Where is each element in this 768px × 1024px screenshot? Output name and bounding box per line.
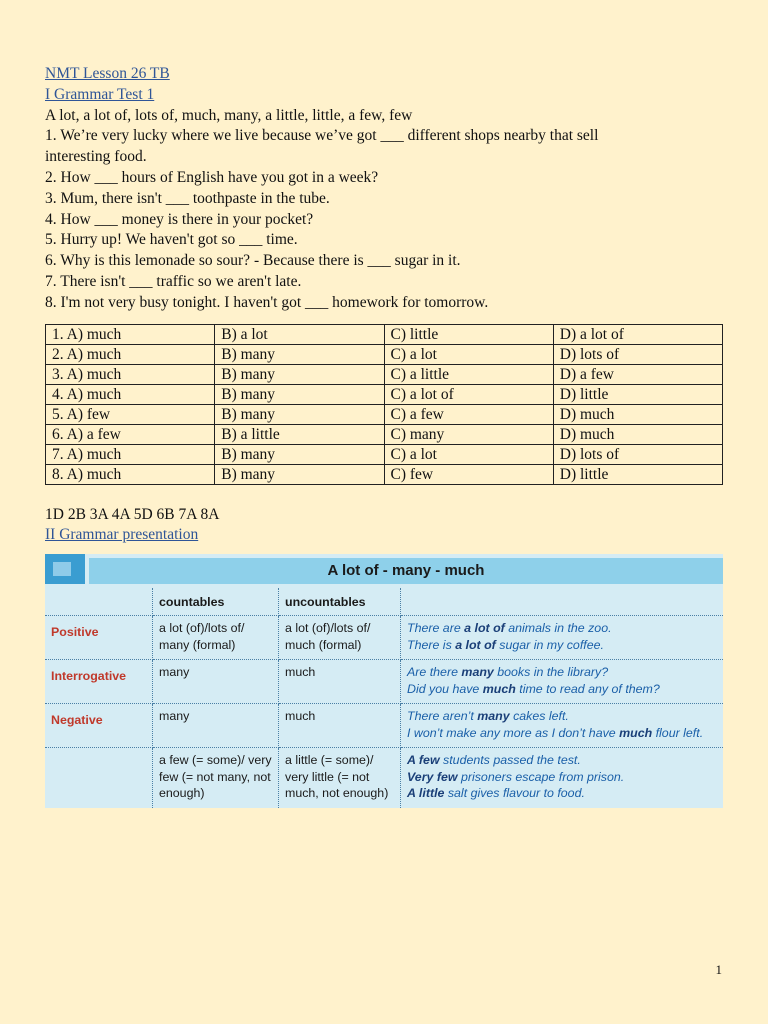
lesson-title: NMT Lesson 26 TB	[45, 65, 170, 82]
option-cell: B) many	[215, 464, 384, 484]
example-sentence	[407, 725, 717, 742]
example-sentence	[407, 708, 717, 725]
option-cell: 1. A) much	[46, 324, 215, 344]
example-cell	[401, 660, 723, 704]
option-cell: C) a little	[384, 364, 553, 384]
example-cell	[401, 748, 723, 808]
uncountable-cell: much	[279, 704, 401, 748]
question-list	[45, 126, 725, 313]
option-cell: B) many	[215, 364, 384, 384]
option-cell: 3. A) much	[46, 364, 215, 384]
example-text: time to read any of them?	[515, 681, 660, 696]
option-cell: 7. A) much	[46, 444, 215, 464]
example-text: flour left.	[652, 725, 704, 740]
uncountable-cell: much	[279, 660, 401, 704]
option-cell: 6. A) a few	[46, 424, 215, 444]
example-text: cakes left.	[509, 709, 569, 724]
options-row	[46, 444, 723, 464]
question-line: 7. There isn't ___ traffic so we aren't late.	[45, 272, 302, 290]
row-label	[45, 748, 153, 808]
example-text: prisoners escape from prison.	[457, 769, 625, 784]
option-cell: 8. A) much	[46, 464, 215, 484]
option-cell: D) lots of	[553, 344, 722, 364]
example-sentence	[407, 681, 717, 698]
option-cell: C) few	[384, 464, 553, 484]
example-sentence	[407, 752, 717, 769]
example-text: animals in the zoo.	[504, 621, 612, 636]
option-cell: D) lots of	[553, 444, 722, 464]
question-line: 1. We’re very lucky where we live because we’ve got ___ different shops nearby that sell	[45, 127, 599, 145]
options-row	[46, 404, 723, 424]
options-row	[46, 364, 723, 384]
example-text: Are there	[407, 665, 462, 680]
column-header-uncountables: uncountables	[279, 588, 401, 616]
option-cell: C) a lot	[384, 344, 553, 364]
option-cell: 4. A) much	[46, 384, 215, 404]
example-text: There is	[407, 637, 456, 652]
question-line: 5. Hurry up! We haven't got so ___ time.	[45, 231, 298, 249]
document-page	[45, 64, 725, 808]
option-cell: D) a lot of	[553, 324, 722, 344]
grammar-presentation-box	[45, 554, 723, 808]
example-sentence	[407, 785, 717, 802]
option-cell: B) many	[215, 384, 384, 404]
row-label: Interrogative	[45, 660, 153, 704]
row-label: Negative	[45, 704, 153, 748]
example-cell	[401, 704, 723, 748]
option-cell: B) a little	[215, 424, 384, 444]
example-sentence	[407, 620, 717, 637]
example-text: books in the library?	[493, 665, 609, 680]
example-text: There aren’t	[407, 709, 478, 724]
section-title-grammar-presentation: II Grammar presentation	[45, 526, 199, 544]
countable-cell: a lot (of)/lots of/ many (formal)	[153, 616, 279, 660]
option-cell: C) a lot of	[384, 384, 553, 404]
presentation-grid	[45, 588, 723, 808]
example-keyword: Very few	[407, 769, 458, 784]
example-keyword: many	[461, 665, 494, 680]
question-line: 4. How ___ money is there in your pocket?	[45, 210, 314, 228]
options-row	[46, 324, 723, 344]
question-line: 3. Mum, there isn't ___ toothpaste in the tube.	[45, 189, 330, 207]
example-keyword: a lot of	[455, 637, 496, 652]
corner-cell	[45, 588, 153, 616]
countable-cell: many	[153, 660, 279, 704]
options-row	[46, 344, 723, 364]
example-text: students passed the test.	[439, 753, 581, 768]
row-label: Positive	[45, 616, 153, 660]
option-cell: C) many	[384, 424, 553, 444]
example-keyword: much	[619, 725, 653, 740]
example-text: I won’t make any more as I don’t have	[407, 725, 620, 740]
example-text: salt gives flavour to food.	[444, 786, 585, 801]
option-cell: D) much	[553, 404, 722, 424]
example-keyword: a lot of	[464, 621, 505, 636]
example-keyword: A little	[407, 786, 445, 801]
answer-key: 1D 2B 3A 4A 5D 6B 7A 8A	[45, 505, 220, 523]
tab-marker	[45, 554, 85, 584]
example-sentence	[407, 637, 717, 654]
uncountable-cell: a little (= some)/ very little (= not much, not enough)	[279, 748, 401, 808]
options-row	[46, 424, 723, 444]
countable-cell: many	[153, 704, 279, 748]
example-sentence	[407, 664, 717, 681]
option-cell: C) a few	[384, 404, 553, 424]
options-row	[46, 384, 723, 404]
option-cell: 5. A) few	[46, 404, 215, 424]
box-title: A lot of - many - much	[327, 562, 485, 580]
question-line: 6. Why is this lemonade so sour? - Because there is ___ sugar in it.	[45, 252, 461, 270]
option-cell: B) a lot	[215, 324, 384, 344]
example-sentence	[407, 769, 717, 786]
example-text: sugar in my coffee.	[495, 637, 604, 652]
example-text: There are	[407, 621, 465, 636]
option-cell: C) a lot	[384, 444, 553, 464]
question-line: 8. I'm not very busy tonight. I haven't got ___ homework for tomorrow.	[45, 293, 489, 311]
example-keyword: much	[482, 681, 516, 696]
title-bar	[89, 558, 723, 584]
option-cell: D) a few	[553, 364, 722, 384]
option-cell: C) little	[384, 324, 553, 344]
example-keyword: many	[477, 709, 510, 724]
option-cell: B) many	[215, 444, 384, 464]
option-cell: D) much	[553, 424, 722, 444]
word-list: A lot, a lot of, lots of, much, many, a little, little, a few, few	[45, 106, 413, 124]
uncountable-cell: a lot (of)/lots of/ much (formal)	[279, 616, 401, 660]
column-header-examples	[401, 588, 723, 616]
option-cell: 2. A) much	[46, 344, 215, 364]
option-cell: B) many	[215, 404, 384, 424]
example-text: Did you have	[407, 681, 483, 696]
option-cell: D) little	[553, 384, 722, 404]
section-title-grammar-test: I Grammar Test 1	[45, 85, 155, 103]
question-line: interesting food.	[45, 148, 147, 166]
countable-cell: a few (= some)/ very few (= not many, not enough)	[153, 748, 279, 808]
column-header-countables: countables	[153, 588, 279, 616]
options-row	[46, 464, 723, 484]
option-cell: D) little	[553, 464, 722, 484]
options-table	[45, 324, 723, 485]
option-cell: B) many	[215, 344, 384, 364]
example-cell	[401, 616, 723, 660]
page-number: 1	[715, 962, 722, 977]
example-keyword: A few	[407, 753, 440, 768]
question-line: 2. How ___ hours of English have you got in a week?	[45, 168, 379, 186]
